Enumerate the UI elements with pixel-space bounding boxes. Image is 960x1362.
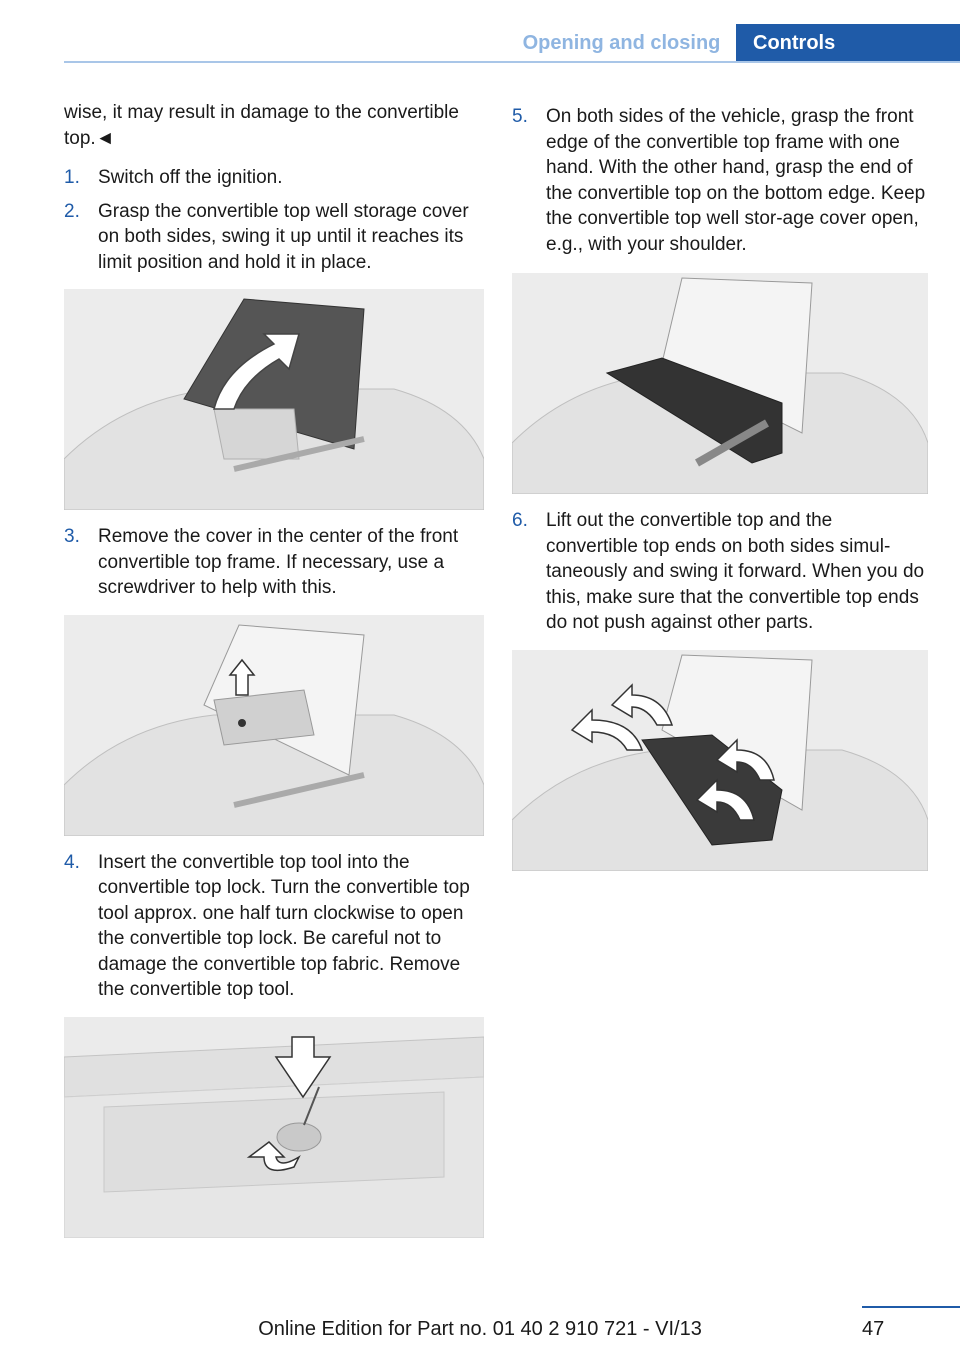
step-number: 4. <box>64 851 80 873</box>
step-4 <box>64 850 484 1003</box>
figure-grasp-top-frame <box>512 273 928 494</box>
step-number: 2. <box>64 200 80 222</box>
step-number: 3. <box>64 526 80 547</box>
step-number: 6. <box>512 510 528 531</box>
footer-rule <box>862 1306 960 1308</box>
intro-text: wise, it may result in damage to the convertible top.◄ <box>64 102 459 149</box>
header-section-title: Opening and closing <box>522 32 721 54</box>
step-text: On both sides of the vehicle, grasp the front edge of the convertible top frame with one hand. With the other hand, grasp the end of the convertible top on the bottom edge. Keep the convertible top well stor-age cover open, e.g., with your shoulder. <box>546 106 926 255</box>
step-text: Grasp the convertible top well storage cover on both sides, swing it up until it reaches its limit position and hold it in place. <box>98 200 469 273</box>
car-illustration-icon <box>64 289 484 510</box>
left-column <box>64 100 484 1238</box>
figure-lift-out-top <box>512 650 928 871</box>
header-chapter-tab: Controls <box>736 24 960 62</box>
step-3 <box>64 524 484 601</box>
edition-footer: Online Edition for Part no. 01 40 2 910 721 - VI/13 <box>258 1318 702 1340</box>
car-illustration-icon <box>64 615 484 836</box>
step-text: Lift out the convertible top and the convertible top ends on both sides simul-taneously and swing it forward. When you do this, make sure that the convertible top ends do not push against other parts. <box>546 510 925 633</box>
car-illustration-icon <box>64 1017 484 1238</box>
step-5 <box>512 104 928 257</box>
step-text: Switch off the ignition. <box>98 167 283 188</box>
step-text: Remove the cover in the center of the front convertible top frame. If necessary, use a screwdriver to help with this. <box>98 526 459 598</box>
figure-remove-center-cover <box>64 615 484 836</box>
step-2 <box>64 199 484 276</box>
page-number: 47 <box>862 1318 885 1340</box>
step-6 <box>512 508 928 636</box>
car-illustration-icon <box>512 650 928 871</box>
step-1 <box>64 165 484 191</box>
header-rule <box>64 61 960 63</box>
step-text: Insert the convertible top tool into the convertible top lock. Turn the convertible top tool approx. one half turn clockwise to open the convertible top lock. Be careful not to damage the convertible top fabric. Remove the convertible top tool. <box>98 851 470 1000</box>
step-number: 1. <box>64 167 80 188</box>
figure-insert-top-tool <box>64 1017 484 1238</box>
step-number: 5. <box>512 106 528 127</box>
figure-storage-cover-open <box>64 289 484 510</box>
right-column <box>512 104 928 871</box>
car-illustration-icon <box>512 273 928 494</box>
